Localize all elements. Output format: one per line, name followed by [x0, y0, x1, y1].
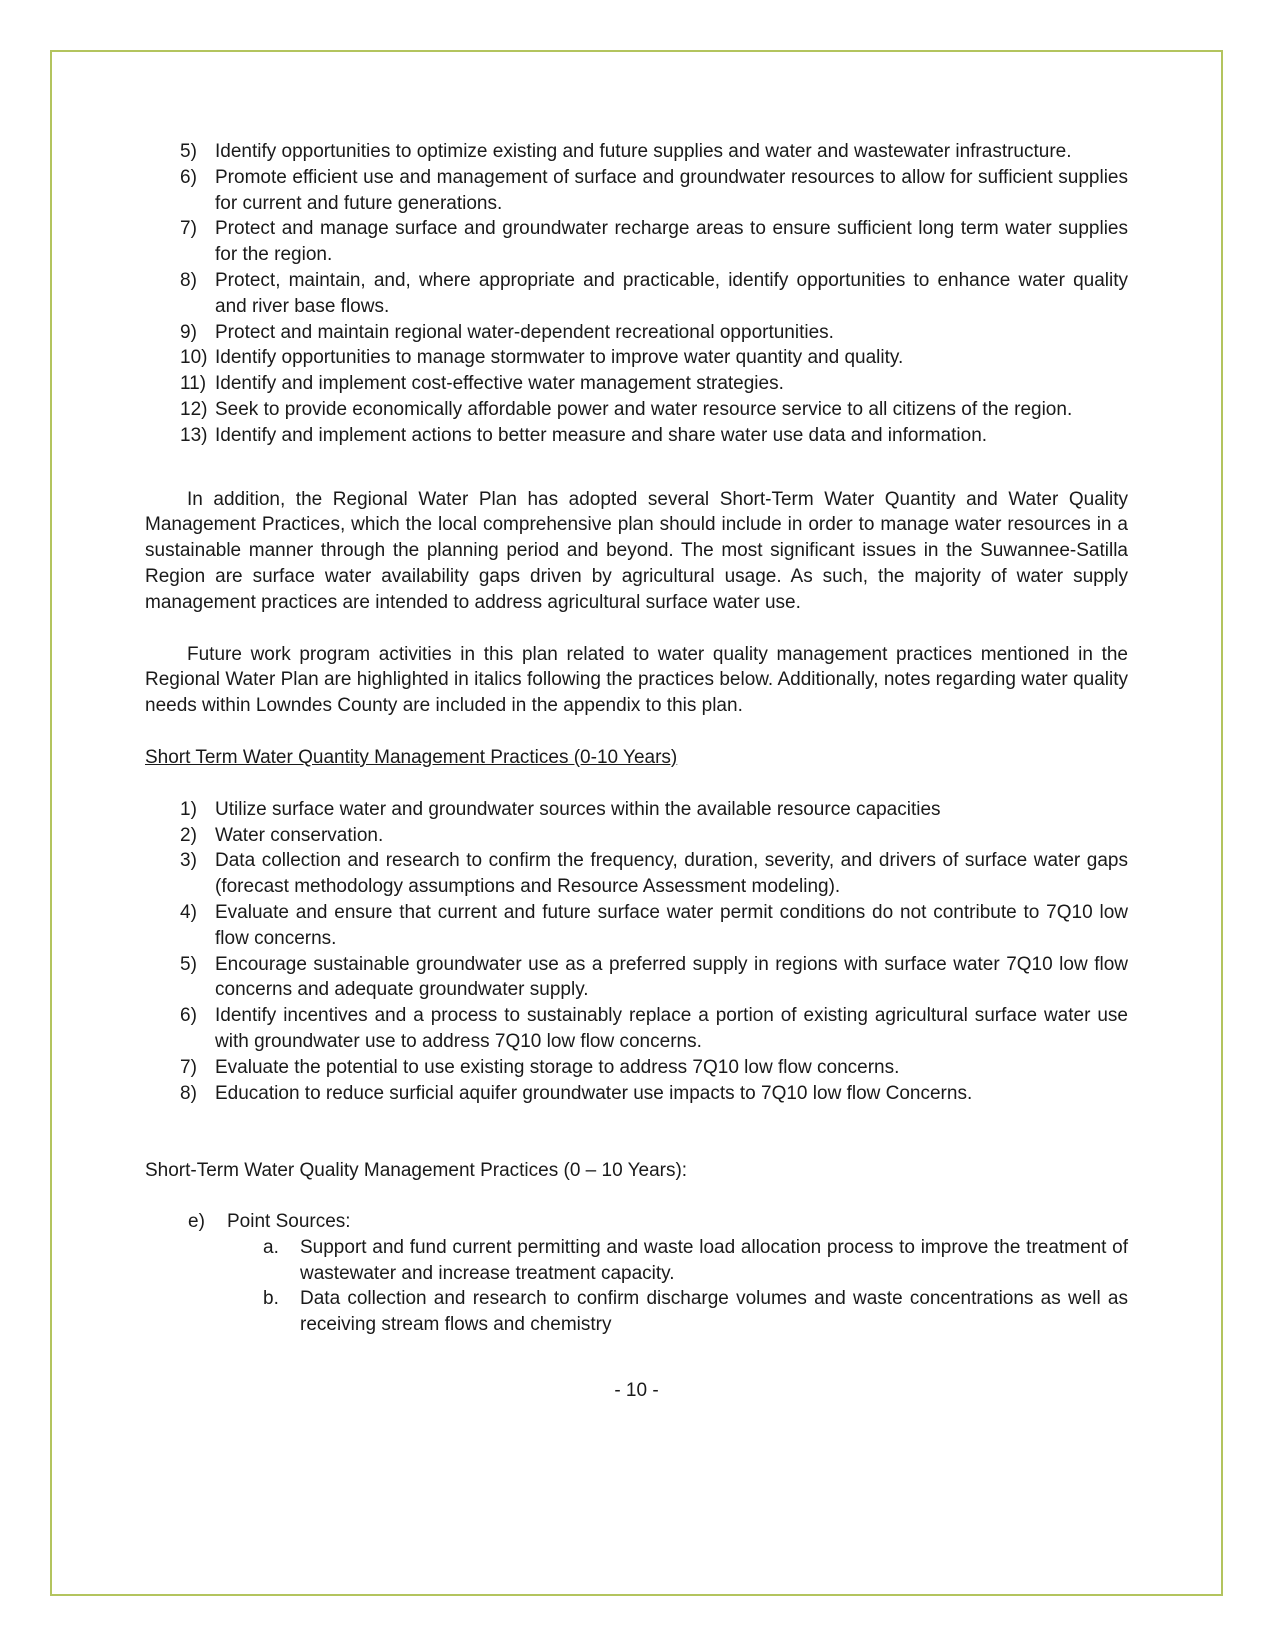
- list-item: [145, 1003, 1128, 1055]
- list-item: [145, 848, 1128, 900]
- list-item: [145, 900, 1128, 952]
- list-item-text: Identify opportunities to manage stormwater to improve water quantity and quality.: [215, 347, 904, 369]
- page-number: - 10 -: [614, 1380, 659, 1402]
- list-item-text: Water conservation.: [215, 824, 384, 846]
- list-item-text: Identify and implement actions to better measure and share water use data and information.: [215, 424, 988, 446]
- list-item-text: Utilize surface water and groundwater sources within the available resource capacities: [215, 798, 941, 820]
- list-item-marker: 5): [180, 953, 197, 975]
- point-sources-group: [145, 1209, 1128, 1235]
- list-item: [145, 397, 1128, 423]
- quantity-practices-list: [145, 797, 1128, 1107]
- list-item-marker: 9): [180, 321, 197, 343]
- list-item-marker: 2): [180, 824, 197, 846]
- list-item-marker: 13): [180, 424, 208, 446]
- list-item-marker: 4): [180, 901, 197, 923]
- list-item-marker: 12): [180, 398, 208, 420]
- list-item: [145, 371, 1128, 397]
- sub-list-item: [145, 1286, 1128, 1338]
- sub-list-item-text: Support and fund current permitting and waste load allocation process to improve the treatment of wastewater and increase treatment capacity.: [300, 1236, 1128, 1284]
- document-page-content: [145, 139, 1128, 1404]
- sub-list-item-marker: b.: [263, 1288, 279, 1310]
- paragraph-future-work: Future work program activities in this plan related to water quality management practices mentioned in the Regional Water Plan are highlighted in italics following the practices below. Additionally, notes regarding water quality needs within Lowndes County are included in the appendix to this plan.: [145, 643, 1128, 717]
- regional-goals-list: [145, 139, 1128, 449]
- list-item-marker: 7): [180, 1056, 197, 1078]
- list-item-marker: 7): [180, 218, 197, 240]
- list-item-marker: 8): [180, 269, 197, 291]
- list-item-marker: 5): [180, 141, 197, 162]
- list-item-marker: 6): [180, 166, 197, 188]
- list-item-text: Evaluate and ensure that current and future surface water permit conditions do not contribute to 7Q10 low flow concerns.: [215, 901, 1128, 949]
- list-item: [145, 268, 1128, 320]
- sub-list-item-text: Data collection and research to confirm discharge volumes and waste concentrations as well as receiving stream flows and chemistry: [300, 1288, 1128, 1336]
- list-item-text: Identify incentives and a process to sustainably replace a portion of existing agricultural surface water use with groundwater use to address 7Q10 low flow concerns.: [215, 1005, 1128, 1052]
- list-item: [145, 139, 1128, 165]
- list-item-text: Protect, maintain, and, where appropriate and practicable, identify opportunities to enhance water quality and river base flows.: [215, 269, 1128, 317]
- list-item-marker: 1): [180, 798, 197, 820]
- list-item-marker: 8): [180, 1082, 197, 1104]
- sub-list-item: [145, 1235, 1128, 1287]
- list-item-marker: 11): [180, 373, 207, 395]
- list-item-text: Promote efficient use and management of surface and groundwater resources to allow for sufficient supplies for current and future generations.: [215, 166, 1128, 214]
- list-item: [145, 165, 1128, 217]
- list-item-marker: 3): [180, 850, 197, 872]
- list-item-text: Education to reduce surficial aquifer groundwater use impacts to 7Q10 low flow Concerns.: [215, 1082, 973, 1104]
- point-sources-sublist: [145, 1235, 1128, 1338]
- list-item-text: Data collection and research to confirm the frequency, duration, severity, and drivers of surface water gaps (forecast methodology assumptions and Resource Assessment modeling).: [215, 850, 1128, 898]
- list-item-text: Seek to provide economically affordable power and water resource service to all citizens of the region.: [215, 398, 1073, 420]
- list-item: [145, 1055, 1128, 1081]
- list-item-text: Protect and manage surface and groundwater recharge areas to ensure sufficient long term water supplies for the region.: [215, 218, 1128, 266]
- list-item: [145, 797, 1128, 823]
- list-item-text: Evaluate the potential to use existing storage to address 7Q10 low flow concerns.: [215, 1056, 900, 1078]
- point-sources-marker: e): [188, 1211, 205, 1233]
- list-item-marker: 6): [180, 1005, 197, 1027]
- point-sources-label: Point Sources:: [227, 1211, 351, 1233]
- list-item: [145, 952, 1128, 1004]
- list-item: [145, 423, 1128, 449]
- sub-list-item-marker: a.: [263, 1236, 279, 1258]
- list-item: [145, 823, 1128, 849]
- list-item-text: Identify opportunities to optimize existing and future supplies and water and wastewater infrastructure.: [215, 141, 1072, 162]
- list-item-text: Encourage sustainable groundwater use as a preferred supply in regions with surface water 7Q10 low flow concerns and adequate groundwater supply.: [215, 953, 1128, 1001]
- quality-section-heading: Short-Term Water Quality Management Practices (0 – 10 Years):: [145, 1160, 688, 1182]
- quantity-section-heading: Short Term Water Quantity Management Practices (0-10 Years): [145, 746, 678, 768]
- list-item-text: Identify and implement cost-effective water management strategies.: [215, 373, 784, 395]
- list-item-text: Protect and maintain regional water-dependent recreational opportunities.: [215, 321, 834, 343]
- list-item: [145, 345, 1128, 371]
- list-item: [145, 216, 1128, 268]
- list-item-marker: 10): [180, 347, 208, 369]
- list-item: [145, 1081, 1128, 1107]
- paragraph-adoption: In addition, the Regional Water Plan has adopted several Short-Term Water Quantity and Water Quality Management Practices, which the local comprehensive plan should include in order to manage water resources in a sustainable manner through the planning period and beyond. The most significant issues in the Suwannee-Satilla Region are surface water availability gaps driven by agricultural usage. As such, the majority of water supply management practices are intended to address agricultural surface water use.: [145, 488, 1128, 613]
- list-item: [145, 320, 1128, 346]
